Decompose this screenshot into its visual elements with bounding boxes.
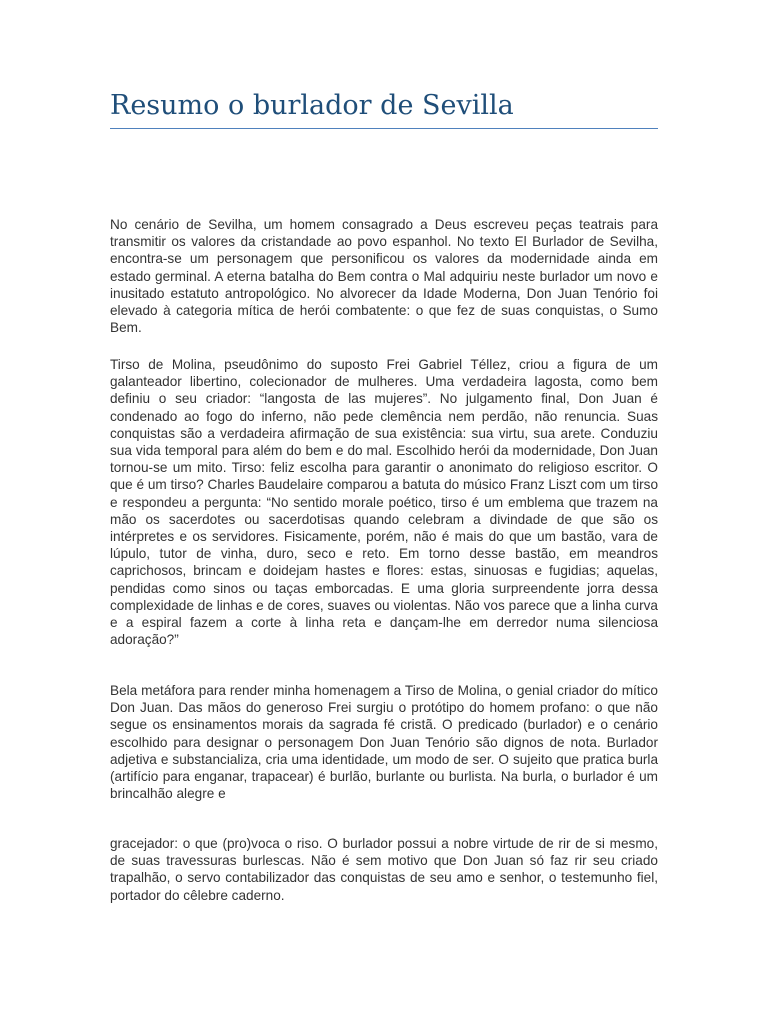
- paragraph-1: No cenário de Sevilha, um homem consagrado a Deus escreveu peças teatrais para transmitir os valores da cristandade ao povo espanhol. No texto El Burlador de Sevilha, encontra-se um personagem que personificou os valores da modernidade ainda em estado germinal. A eterna batalha do Bem contra o Mal adquiriu neste burlador um novo e inusitado estatuto antropológico. No alvorecer da Idade Moderna, Don Juan Tenório foi elevado à categoria mítica de herói combatente: o que fez de suas conquistas, o Sumo Bem.: [110, 217, 658, 336]
- title-underline-divider: [110, 128, 658, 129]
- paragraph-2: Tirso de Molina, pseudônimo do suposto Frei Gabriel Téllez, criou a figura de um galanteador libertino, colecionador de mulheres. Uma verdadeira lagosta, como bem definiu o seu criador: “langosta de las mujeres”. No julgamento final, Don Juan é condenado ao fogo do inferno, não pede clemência nem perdão, não renuncia. Suas conquistas são a verdadeira afirmação de sua existência: sua virtu, sua arete. Conduziu sua vida temporal para além do bem e do mal. Escolhido herói da modernidade, Don Juan tornou-se um mito. Tirso: feliz escolha para garantir o anonimato do religioso escritor. O que é um tirso? Charles Baudelaire comparou a batuta do músico Franz Liszt com um tirso e respondeu a pergunta: “No sentido morale poético, tirso é um emblema que trazem na mão os sacerdotes ou sacerdotisas quando celebram a divindade de que são os intérpretes e os servidores. Fisicamente, porém, não é mais do que um bastão, vara de lúpulo, tutor de vinha, duro, seco e reto. Em torno desse bastão, em meandros caprichosos, brincam e doidejam hastes e flores: estas, sinuosas e fugidias; aquelas, pendidas como sinos ou taças emborcadas. E uma gloria surpreendente jorra dessa complexidade de linhas e de cores, suaves ou violentas. Não vos parece que a linha curva e a espiral fazem a corte à linha reta e dançam-lhe em derredor numa silenciosa adoração?”: [110, 357, 658, 648]
- document-title: Resumo o burlador de Sevilla: [110, 90, 514, 121]
- paragraph-4: gracejador: o que (pro)voca o riso. O burlador possui a nobre virtude de rir de si mesmo, de suas travessuras burlescas. Não é sem motivo que Don Juan só faz rir seu criado trapalhão, o servo contabilizador das conquistas de seu amo e senhor, o testemunho fiel, portador do cêlebre caderno.: [110, 836, 658, 903]
- paragraph-3: Bela metáfora para render minha homenagem a Tirso de Molina, o genial criador do mítico Don Juan. Das mãos do generoso Frei surgiu o protótipo do homem profano: o que não segue os ensinamentos morais da sagrada fé cristã. O predicado (burlador) e o cenário escolhido para designar o personagem Don Juan Tenório são dignos de nota. Burlador adjetiva e substancializa, cria uma identidade, um modo de ser. O sujeito que pratica burla (artifício para enganar, trapacear) é burlão, burlante ou burlista. Na burla, o burlador é um brincalhão alegre e: [110, 683, 658, 802]
